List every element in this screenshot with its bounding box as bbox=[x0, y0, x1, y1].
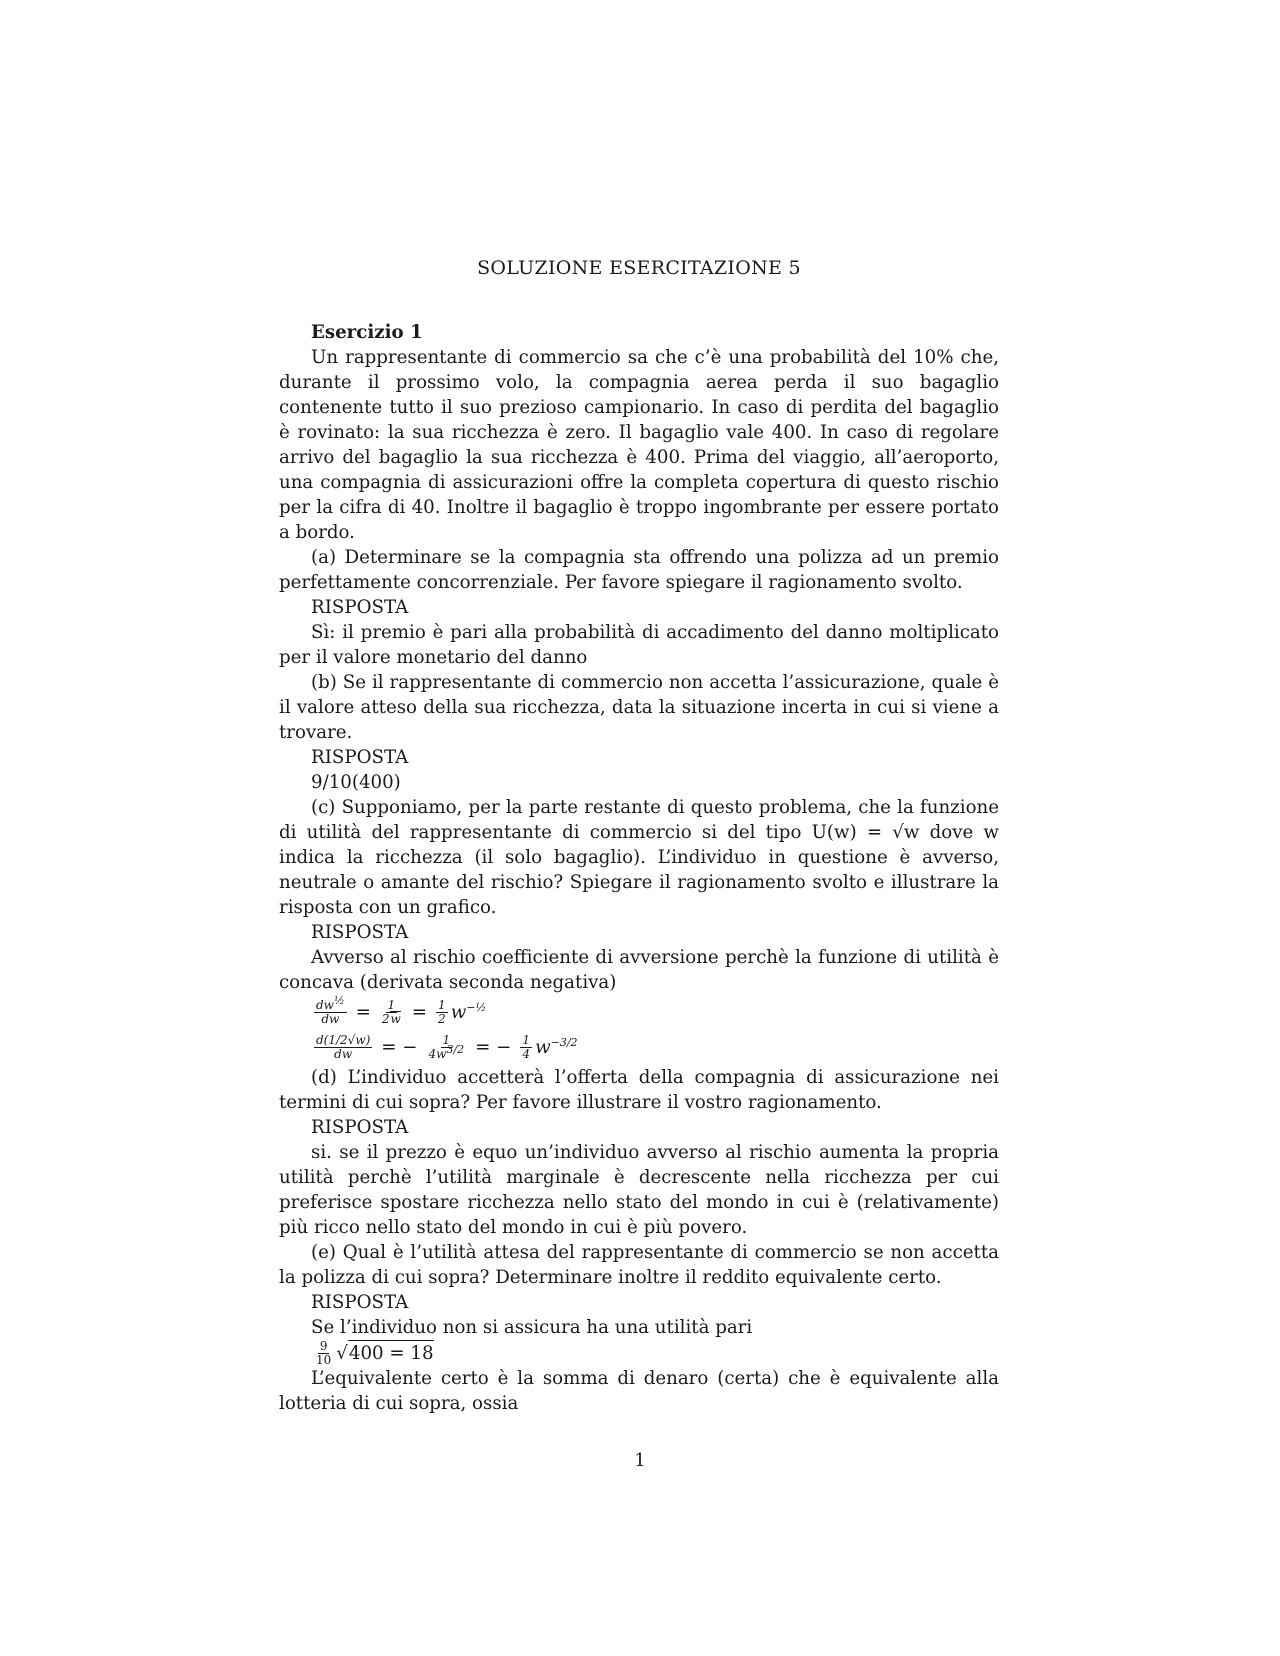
document-page bbox=[279, 256, 999, 1416]
answer-b: 9/10(400) bbox=[311, 772, 401, 793]
closing-paragraph: L’equivalente certo è la somma di denaro (certa) che è equivalente alla lotteria di cui sopra, ossia bbox=[279, 1368, 999, 1414]
question-a: (a) Determinare se la compagnia sta offrendo una polizza ad un premio perfettamente concorrenziale. Per favore spiegare il ragionamento svolto. bbox=[279, 547, 999, 593]
page-number: 1 bbox=[634, 1450, 646, 1471]
document-title: SOLUZIONE ESERCITAZIONE 5 bbox=[477, 257, 801, 279]
question-b: (b) Se il rappresentante di commercio non accetta l’assicurazione, quale è il valore atteso della sua ricchezza, data la situazione incerta in cui si viene a trovare. bbox=[279, 672, 999, 743]
answer-a: Sì: il premio è pari alla probabilità di accadimento del danno moltiplicato per il valore monetario del danno bbox=[279, 622, 999, 668]
answer-e: Se l’individuo non si assicura ha una utilità pari bbox=[311, 1317, 753, 1338]
question-e: (e) Qual è l’utilità attesa del rappresentante di commercio se non accetta la polizza di cui sopra? Determinare inoltre il reddito equivalente certo. bbox=[279, 1242, 999, 1288]
answer-d: si. se il prezzo è equo un’individuo avverso al rischio aumenta la propria utilità perchè l’utilità marginale è decrescente nella ricchezza per cui preferisce spostare ricchezza nello stato del mondo in cui è (relativamente) più ricco nello stato del mondo in cui è più povero. bbox=[279, 1142, 999, 1238]
answer-label-b: RISPOSTA bbox=[311, 747, 409, 768]
first-derivative-equation: $\frac{\text{dw½}}{dw}$ = $\frac{1}{2w}$ = $\frac{1}{2}$ $w^{-\frac{1}{2}}$ bbox=[316, 993, 487, 1026]
expected-utility-equation: $\frac{9}{10}$ √ 400 = 18 bbox=[316, 1338, 434, 1367]
answer-label-a: RISPOSTA bbox=[311, 597, 409, 618]
answer-label-e: RISPOSTA bbox=[311, 1292, 409, 1313]
answer-label-d: RISPOSTA bbox=[311, 1117, 409, 1138]
answer-label-c: RISPOSTA bbox=[311, 922, 409, 943]
exercise-intro: Un rappresentante di commercio sa che c’è una probabilità del 10% che, durante il prossimo volo, la compagnia aerea perda il suo bagaglio contenente tutto il suo prezioso campionario. In caso di perdita del bagaglio è rovinato: la sua ricchezza è zero. Il bagaglio vale 400. In caso di regolare arrivo del bagaglio la sua ricchezza è 400. Prima del viaggio, all’aeroporto, una compagnia di assicurazioni offre la completa copertura di questo rischio per la cifra di 40. Inoltre il bagaglio è troppo ingombrante per essere portato a bordo. bbox=[279, 347, 999, 543]
equation-rhs: 400 = 18 bbox=[348, 1340, 434, 1366]
answer-c: Avverso al rischio coefficiente di avversione perchè la funzione di utilità è concava (derivata seconda negativa) bbox=[279, 947, 999, 993]
question-c: (c) Supponiamo, per la parte restante di questo problema, che la funzione di utilità del rappresentante di commercio si del tipo U(w) = √w dove w indica la ricchezza (il solo bagaglio). L’individuo in questione è avverso, neutrale o amante del rischio? Spiegare il ragionamento svolto e illustrare la risposta con un grafico. bbox=[279, 797, 999, 918]
exercise-heading: Esercizio 1 bbox=[311, 322, 423, 343]
question-d: (d) L’individuo accetterà l’offerta della compagnia di assicurazione nei termini di cui sopra? Per favore illustrare il vostro ragionamento. bbox=[279, 1067, 999, 1113]
second-derivative-equation: $\frac{d(1/2√w)}{dw}$ = − $\frac{1}{4w3/2}$ = − $\frac{1}{4}$ $w^{-3/2}$ bbox=[316, 1032, 578, 1061]
